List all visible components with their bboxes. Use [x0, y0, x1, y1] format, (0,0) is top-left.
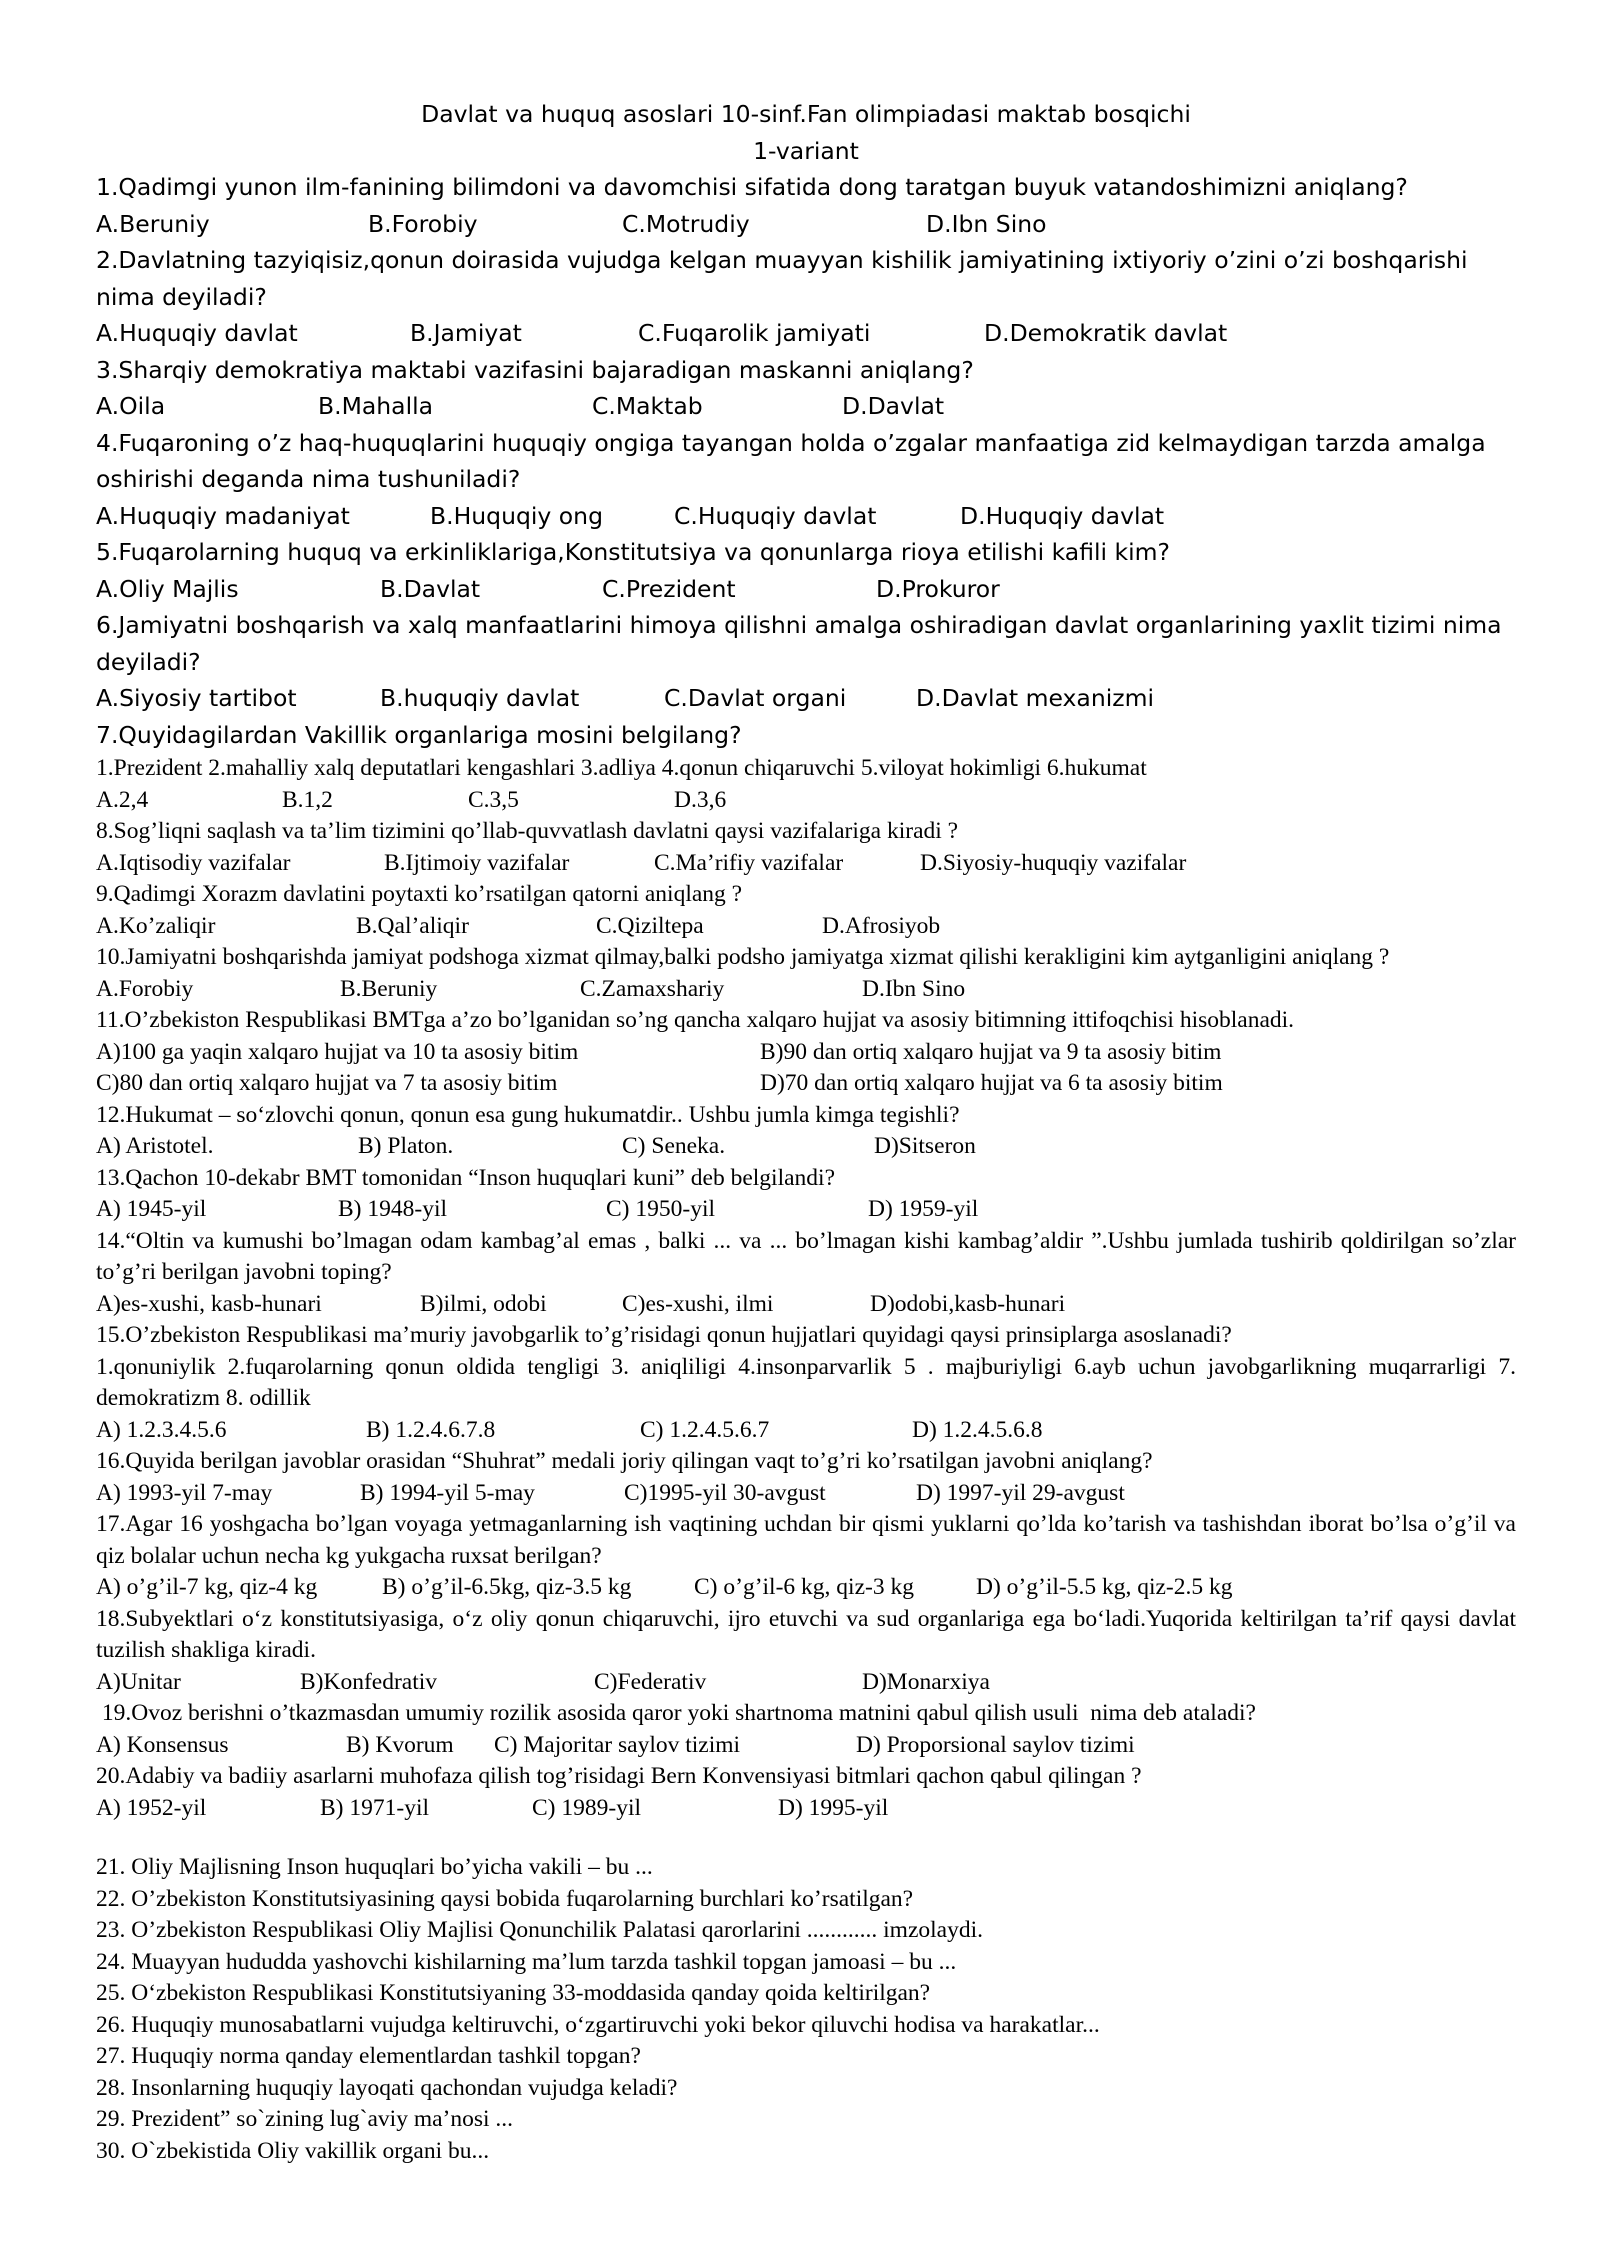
option-b: B) Kvorum	[346, 1731, 454, 1758]
question-text: 12.Hukumat – so‘zlovchi qonun, qonun esa gung hukumatdir.. Ushbu jumla kimga tegishli?	[96, 1101, 960, 1128]
option-a: A.Huquqiy madaniyat	[96, 501, 350, 530]
question-text: 1.Qadimgi yunon ilm-fanining bilimdoni va davomchisi sifatida dong taratgan buyuk vatandoshimizni aniqlang?	[96, 173, 1408, 201]
option-c: C.Fuqarolik jamiyati	[638, 319, 871, 347]
options-row	[96, 388, 1516, 425]
option-a: A) Aristotel.	[96, 1133, 214, 1159]
option-d: D.Davlat mexanizmi	[916, 684, 1155, 712]
open-question: 24. Muayyan hududda yashovchi kishilarning ma’lum tarzda tashkil topgan jamoasi – bu ...	[96, 1948, 957, 1975]
option-a: A) 1.2.3.4.5.6	[96, 1416, 227, 1443]
option-b: B.Huquqiy ong	[430, 501, 603, 530]
option-a: A.Ko’zaliqir	[96, 912, 216, 939]
option-c: C) o’g’il-6 kg, qiz-3 kg	[694, 1574, 914, 1600]
option-d: D)Monarxiya	[862, 1668, 990, 1695]
question-text: 3.Sharqiy demokratiya maktabi vazifasini bajaradigan maskanni aniqlang?	[96, 355, 974, 384]
question-4	[96, 425, 1516, 535]
question-sublist: 1.Prezident 2.mahalliy xalq deputatlari kengashlari 3.adliya 4.qonun chiqaruvchi 5.viloyat hokimligi 6.hukumat	[96, 755, 1147, 781]
question-6	[96, 607, 1516, 717]
option-c: C) Majoritar saylov tizimi	[494, 1731, 741, 1758]
question-text: 8.Sog’liqni saqlash va ta’lim tizimini qo’llab-quvvatlash davlatni qaysi vazifalariga kiradi ?	[96, 818, 959, 844]
open-question: 23. O’zbekiston Respublikasi Oliy Majlisi Qonunchilik Palatasi qarorlarini ............ imzolaydi.	[96, 1917, 983, 1943]
open-question: 26. Huquqiy munosabatlarni vujudga keltiruvchi, o‘zgartiruvchi yoki bekor qiluvchi hodisa va harakatlar...	[96, 2011, 1100, 2038]
option-c: C.Ma’rifiy vazifalar	[654, 849, 844, 876]
options-row	[96, 1572, 1516, 1604]
option-b: B.1,2	[282, 786, 333, 813]
option-b: B.Beruniy	[340, 975, 438, 1002]
question-3	[96, 352, 1516, 425]
options-row	[96, 1730, 1516, 1762]
open-question: 29. Prezident” so`zining lug`aviy ma’nosi ...	[96, 2106, 514, 2132]
question-12	[96, 1100, 1516, 1163]
option-b: B) 1948-yil	[338, 1196, 448, 1222]
question-text: 2.Davlatning tazyiqisiz,qonun doirasida vujudga kelgan muayyan kishilik jamiyatining ixtiyoriy o’zini o’zi boshqarishi nima deyiladi?	[96, 246, 1468, 311]
question-7	[96, 753, 1516, 816]
options-row	[96, 848, 1516, 880]
option-d: D) o’g’il-5.5 kg, qiz-2.5 kg	[976, 1574, 1233, 1600]
question-17	[96, 1509, 1516, 1604]
option-c: C)80 dan ortiq xalqaro hujjat va 7 ta asosiy bitim	[96, 1070, 558, 1096]
option-c: C) Seneka.	[622, 1133, 726, 1159]
option-b: B.Qal’aliqir	[356, 912, 469, 939]
open-question: 21. Oliy Majlisning Inson huquqlari bo’yicha vakili – bu ...	[96, 1854, 653, 1880]
question-text: 4.Fuqaroning o’z haq-huquqlarini huquqiy ongiga tayangan holda o’zgalar manfaatiga zid kelmaydigan tarzda amalga oshirishi deganda nima tushuniladi?	[96, 428, 1486, 493]
option-d: D.Huquqiy davlat	[960, 501, 1165, 530]
option-c: C)1995-yil 30-avgust	[624, 1479, 826, 1506]
question-13	[96, 1163, 1516, 1226]
option-d: D.Ibn Sino	[926, 209, 1047, 238]
option-c: C.Motrudiy	[622, 209, 750, 238]
option-a: A.Beruniy	[96, 209, 210, 238]
question-18	[96, 1604, 1516, 1699]
option-a: A.Huquqiy davlat	[96, 319, 298, 347]
question-text: 10.Jamiyatni boshqarishda jamiyat podshoga xizmat qilmay,balki podsho jamiyatga xizmat qilishi kerakligini kim aytganligini aniqlang ?	[96, 944, 1390, 970]
option-a: A.Oliy Majlis	[96, 574, 239, 603]
options-row	[96, 1415, 1516, 1447]
option-a: A)Unitar	[96, 1668, 181, 1695]
options-row	[96, 498, 1516, 535]
option-d: D) 1959-yil	[868, 1196, 979, 1222]
options-row	[96, 1037, 1516, 1069]
option-a: A)es-xushi, kasb-hunari	[96, 1290, 322, 1317]
question-8	[96, 816, 1516, 879]
open-question: 27. Huquqiy norma qanday elementlardan tashkil topgan?	[96, 2043, 641, 2069]
option-a: A.Siyosiy tartibot	[96, 684, 297, 712]
option-c: C) 1.2.4.5.6.7	[640, 1416, 770, 1443]
option-d: D.Siyosiy-huquqiy vazifalar	[920, 849, 1187, 876]
options-row	[96, 1478, 1516, 1510]
option-d: D) 1.2.4.5.6.8	[912, 1416, 1043, 1443]
question-text: 17.Agar 16 yoshgacha bo’lgan voyaga yetmaganlarning ish vaqtining uchdan bir qismi yuklarni qo’lda ko’tarish va tashishdan iborat bo’lsa o’g’il va qiz bolalar uchun necha kg yukgacha ruxsat berilgan?	[96, 1511, 1516, 1569]
open-questions	[96, 1852, 1516, 2167]
question-16	[96, 1446, 1516, 1509]
question-19	[96, 1698, 1516, 1761]
options-row	[96, 1667, 1516, 1699]
open-question: 25. O‘zbekiston Respublikasi Konstitutsiyaning 33-moddasida qanday qoida keltirilgan?	[96, 1980, 931, 2006]
option-a: A.Iqtisodiy vazifalar	[96, 849, 291, 876]
options-row	[96, 1131, 1516, 1163]
option-c: C.Prezident	[602, 574, 736, 603]
option-a: A) 1945-yil	[96, 1196, 207, 1222]
question-text: 13.Qachon 10-dekabr BMT tomonidan “Inson huquqlari kuni” deb belgilandi?	[96, 1164, 835, 1191]
option-b: B.Ijtimoiy vazifalar	[384, 849, 570, 876]
option-c: C.Davlat organi	[664, 684, 847, 712]
open-question: 30. O`zbekistida Oliy vakillik organi bu...	[96, 2137, 490, 2164]
question-2	[96, 242, 1516, 352]
option-b: B)ilmi, odobi	[420, 1290, 547, 1317]
options-row	[96, 1793, 1516, 1825]
option-b: B.Forobiy	[368, 209, 478, 238]
option-a: A.2,4	[96, 786, 149, 813]
question-20	[96, 1761, 1516, 1824]
option-a: A) o’g’il-7 kg, qiz-4 kg	[96, 1574, 318, 1600]
option-d: D.Ibn Sino	[862, 975, 966, 1002]
option-d: D) Proporsional saylov tizimi	[856, 1731, 1135, 1758]
section-gap	[96, 1824, 1516, 1852]
question-text: 18.Subyektlari o‘z konstitutsiyasiga, o‘z oliy qonun chiqaruvchi, ijro etuvchi va sud organlariga ega bo‘ladi.Yuqorida keltirilgan ta’rif qaysi davlat tuzilish shakliga kiradi.	[96, 1605, 1516, 1663]
question-text: 20.Adabiy va badiiy asarlarni muhofaza qilish tog’risidagi Bern Konvensiyasi bitmlari qachon qabul qilingan ?	[96, 1763, 1142, 1789]
option-d: D) 1995-yil	[778, 1794, 889, 1821]
options-row	[96, 911, 1516, 943]
option-a: A.Forobiy	[96, 975, 194, 1002]
options-row	[96, 1068, 1516, 1100]
option-a: A)100 ga yaqin xalqaro hujjat va 10 ta asosiy bitim	[96, 1038, 579, 1065]
options-row	[96, 785, 1516, 817]
question-text: 11.O’zbekiston Respublikasi BMTga a’zo bo’lganidan so’ng qancha xalqaro hujjat va asosiy bitimning ittifoqchisi hisoblanadi.	[96, 1007, 1295, 1033]
option-b: B.Mahalla	[318, 392, 434, 420]
option-c: C)Federativ	[594, 1668, 707, 1695]
option-c: C.Maktab	[592, 392, 703, 420]
option-b: B) 1.2.4.6.7.8	[366, 1416, 496, 1443]
question-7-heading: 7.Quyidagilardan Vakillik organlariga mosini belgilang?	[96, 720, 742, 749]
variant-label: 1-variant	[753, 136, 859, 165]
question-text: 16.Quyida berilgan javoblar orasidan “Shuhrat” medali joriy qilingan vaqt to’g’ri ko’rsatilgan javobni aniqlang?	[96, 1448, 1153, 1474]
option-c: C.Huquqiy davlat	[674, 501, 877, 530]
option-b: B) o’g’il-6.5kg, qiz-3.5 kg	[382, 1574, 632, 1600]
option-a: A) Konsensus	[96, 1731, 229, 1758]
question-text: 6.Jamiyatni boshqarish va xalq manfaatlarini himoya qilishni amalga oshiradigan davlat organlarining yaxlit tizimi nima deyiladi?	[96, 611, 1502, 676]
question-sublist: 1.qonuniylik 2.fuqarolarning qonun oldida tengligi 3. aniqliligi 4.insonparvarlik 5 . majburiyligi 6.ayb uchun javobgarlikning muqarrarligi 7. demokratizm 8. odillik	[96, 1353, 1516, 1411]
question-9	[96, 879, 1516, 942]
option-d: D.3,6	[674, 786, 727, 813]
option-a: A) 1952-yil	[96, 1794, 207, 1821]
options-row	[96, 680, 1516, 717]
options-row	[96, 974, 1516, 1006]
option-d: D.Davlat	[842, 392, 945, 420]
options-row	[96, 1289, 1516, 1321]
options-row	[96, 571, 1516, 608]
option-b: B)90 dan ortiq xalqaro hujjat va 9 ta asosiy bitim	[760, 1038, 1222, 1065]
question-text: 15.O’zbekiston Respublikasi ma’muriy javobgarlik to’g’risidagi qonun hujjatlari quyidagi qaysi prinsiplarga asoslanadi?	[96, 1322, 1232, 1348]
question-14	[96, 1226, 1516, 1321]
option-c: C.Zamaxshariy	[580, 975, 725, 1002]
option-a: A.Oila	[96, 392, 166, 420]
question-10	[96, 942, 1516, 1005]
option-b: B) Platon.	[358, 1133, 454, 1159]
question-15	[96, 1320, 1516, 1446]
serif-section	[96, 753, 1516, 2167]
question-11	[96, 1005, 1516, 1100]
open-question: 22. O’zbekiston Konstitutsiyasining qaysi bobida fuqarolarning burchlari ko’rsatilgan?	[96, 1885, 914, 1912]
question-text: 14.“Oltin va kumushi bo’lmagan odam kambag’al emas , balki ... va ... bo’lmagan kishi kambag’aldir ”.Ushbu jumlada tushirib qoldirilgan so’zlar to’g’ri berilgan javobni toping?	[96, 1227, 1516, 1285]
question-1	[96, 169, 1516, 242]
question-text: 9.Qadimgi Xorazm davlatini poytaxti ko’rsatilgan qatorni aniqlang ?	[96, 881, 743, 907]
option-a: A) 1993-yil 7-may	[96, 1479, 273, 1506]
option-d: D.Afrosiyob	[822, 912, 941, 939]
option-d: D)Sitseron	[874, 1133, 976, 1159]
option-c: C)es-xushi, ilmi	[622, 1290, 774, 1317]
worksheet-page	[96, 96, 1516, 2167]
option-b: B.Jamiyat	[410, 319, 522, 347]
open-question: 28. Insonlarning huquqiy layoqati qachondan vujudga keladi?	[96, 2074, 678, 2101]
options-row	[96, 206, 1516, 243]
option-c: C) 1989-yil	[532, 1794, 642, 1821]
option-d: D)odobi,kasb-hunari	[870, 1290, 1066, 1317]
question-text: 19.Ovoz berishni o’tkazmasdan umumiy rozilik asosida qaror yoki shartnoma matnini qabul qilish usuli nima deb ataladi?	[96, 1700, 1256, 1726]
option-d: D.Demokratik davlat	[984, 319, 1228, 347]
options-row	[96, 315, 1516, 352]
options-row	[96, 1194, 1516, 1226]
sans-section	[96, 96, 1516, 753]
option-d: D)70 dan ortiq xalqaro hujjat va 6 ta asosiy bitim	[760, 1070, 1223, 1096]
option-d: D.Prokuror	[876, 574, 1000, 603]
option-c: C) 1950-yil	[606, 1196, 716, 1222]
option-c: C.Qiziltepa	[596, 912, 704, 939]
option-b: B) 1971-yil	[320, 1794, 430, 1821]
question-5	[96, 534, 1516, 607]
option-b: B.Davlat	[380, 574, 481, 603]
option-b: B) 1994-yil 5-may	[360, 1479, 535, 1506]
option-d: D) 1997-yil 29-avgust	[916, 1479, 1125, 1506]
question-text: 5.Fuqarolarning huquq va erkinliklariga,Konstitutsiya va qonunlarga rioya etilishi kafili kim?	[96, 538, 1171, 566]
option-c: C.3,5	[468, 786, 519, 813]
option-b: B.huquqiy davlat	[380, 684, 580, 712]
option-b: B)Konfedrativ	[300, 1668, 438, 1695]
page-title: Davlat va huquq asoslari 10-sinf.Fan olimpiadasi maktab bosqichi	[421, 100, 1191, 128]
